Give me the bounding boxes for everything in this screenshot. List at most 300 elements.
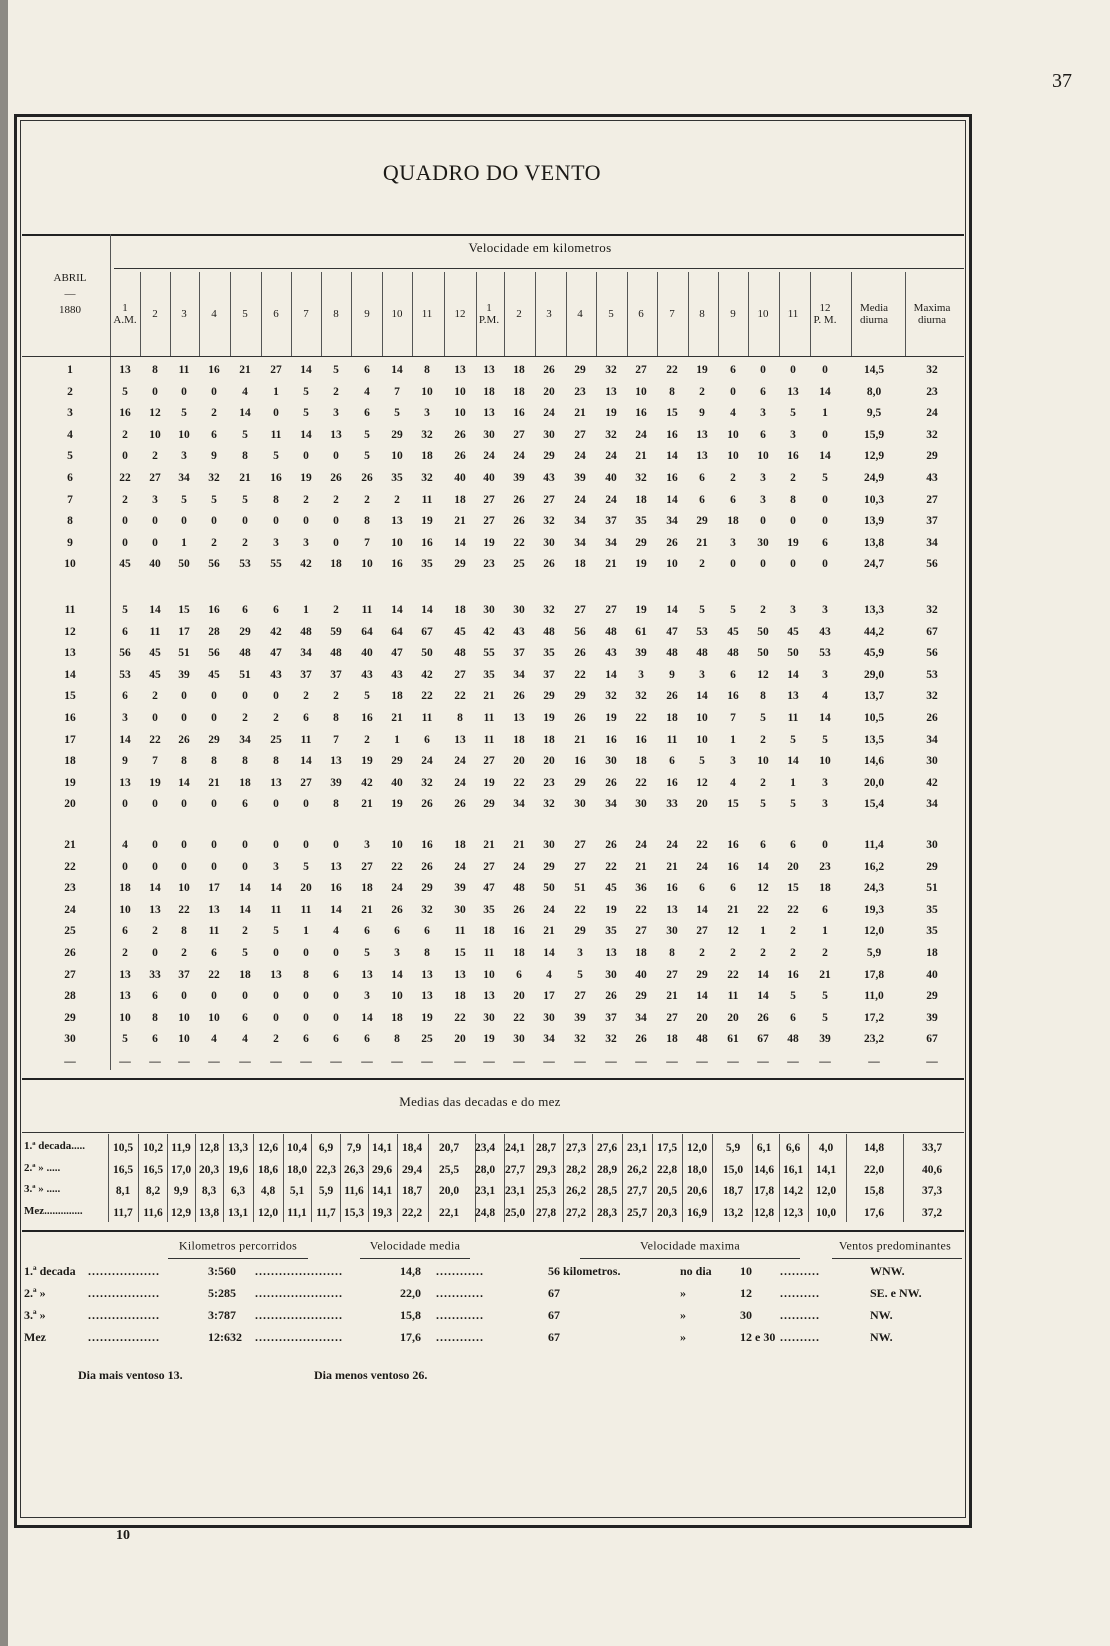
hourly-value: 18: [483, 385, 495, 398]
hourly-value: 6: [790, 839, 796, 851]
column-dash: —: [270, 1056, 282, 1068]
hourly-value: 36: [635, 882, 647, 895]
hourly-value: 34: [605, 536, 617, 549]
hourly-value: 11: [300, 733, 312, 746]
hourly-value: 19: [483, 536, 495, 549]
means-value: 18,0: [686, 1163, 708, 1176]
hourly-value: 37: [178, 968, 190, 981]
hourly-value: 25: [421, 1033, 433, 1046]
hourly-value: 3: [822, 776, 828, 789]
hourly-value: 30: [635, 798, 647, 811]
day-number: 22: [64, 860, 76, 873]
hourly-value: 23: [483, 558, 495, 571]
hourly-value: 18: [239, 776, 251, 789]
hourly-value: 28: [208, 625, 220, 638]
hourly-value: 29: [696, 515, 708, 528]
hourly-value: 0: [122, 536, 128, 549]
hourly-value: 10: [454, 407, 466, 420]
hourly-value: 13: [421, 990, 433, 1003]
hourly-value: 6: [730, 493, 736, 506]
means-daily-max: 40,6: [921, 1163, 943, 1176]
hourly-value: 22: [513, 776, 525, 789]
daily-max: 32: [926, 604, 938, 616]
means-value: 14,6: [753, 1163, 775, 1176]
hourly-value: 0: [273, 839, 279, 851]
hourly-value: 0: [242, 990, 248, 1003]
hourly-value: 67: [421, 625, 433, 638]
hourly-value: 13: [454, 733, 466, 746]
summary-vmax-value: 67: [548, 1286, 560, 1300]
hourly-value: 14: [605, 668, 617, 681]
hourly-value: 11: [454, 925, 466, 938]
column-dash: —: [300, 1056, 312, 1068]
hourly-value: 19: [421, 515, 433, 528]
day-number: 4: [67, 428, 73, 441]
hourly-value: 29: [543, 860, 555, 873]
hourly-value: 0: [181, 712, 187, 724]
hourly-value: 27: [666, 1011, 678, 1024]
means-value: 27,8: [535, 1206, 557, 1219]
hourly-value: 24: [454, 860, 466, 873]
hourly-value: 27: [149, 472, 161, 484]
hourly-value: 2: [303, 493, 309, 506]
hourly-value: 0: [181, 690, 187, 703]
summary-km: 5:285: [208, 1286, 236, 1300]
hourly-value: 11: [421, 712, 433, 724]
hourly-value: 14: [119, 733, 131, 746]
hourly-value: 21: [239, 472, 251, 484]
column-divider: [657, 272, 658, 356]
hourly-value: 24: [635, 428, 647, 441]
hourly-value: 25: [270, 733, 282, 746]
hourly-value: 2: [364, 733, 370, 746]
means-value: 12,0: [815, 1185, 837, 1197]
hourly-value: 34: [239, 733, 251, 746]
hourly-value: 21: [574, 733, 586, 746]
hourly-value: 14: [666, 604, 678, 616]
hourly-value: 18: [483, 925, 495, 938]
hourly-value: 2: [122, 493, 128, 506]
hourly-value: 0: [273, 1011, 279, 1024]
hourly-value: 29: [574, 690, 586, 703]
summary-vento: NW.: [870, 1308, 893, 1322]
daily-max: 18: [926, 947, 938, 959]
hourly-value: 30: [757, 536, 769, 549]
daily-max: 34: [926, 733, 938, 746]
hourly-value: 22: [513, 536, 525, 549]
daily-max: 56: [926, 647, 938, 660]
column-dash: —: [454, 1056, 466, 1068]
hourly-value: 24: [391, 882, 403, 895]
hourly-value: 18: [819, 882, 831, 895]
hourly-value: 16: [513, 925, 525, 938]
daily-mean: 13,8: [863, 536, 885, 549]
summary-vmax-value: 67: [548, 1330, 560, 1344]
hourly-value: 0: [152, 536, 158, 549]
hourly-value: 10: [178, 428, 190, 441]
hourly-value: 32: [605, 690, 617, 703]
day-number: 12: [64, 625, 76, 638]
hourly-value: 11: [270, 428, 282, 441]
hourly-value: 3: [273, 860, 279, 873]
hourly-value: 32: [421, 428, 433, 441]
summary-leader-dots: ..........: [780, 1330, 820, 1344]
hourly-value: 19: [421, 1011, 433, 1024]
day-number: 7: [67, 493, 73, 506]
hour-header: 11: [787, 308, 799, 320]
day-number: 24: [64, 903, 76, 916]
hourly-value: 32: [421, 776, 433, 789]
hourly-value: 5: [273, 925, 279, 938]
hourly-value: 0: [211, 712, 217, 724]
hourly-value: 6: [242, 1011, 248, 1024]
hourly-value: 5: [364, 450, 370, 463]
hourly-value: 22: [635, 712, 647, 724]
hourly-value: 42: [483, 625, 495, 638]
hourly-value: 1: [303, 925, 309, 938]
hourly-value: 50: [757, 647, 769, 660]
column-divider: [291, 272, 292, 356]
hourly-value: 10: [119, 1011, 131, 1024]
hourly-value: 34: [635, 1011, 647, 1024]
hourly-value: 26: [330, 472, 342, 484]
daily-max: 35: [926, 925, 938, 938]
hourly-value: 14: [819, 712, 831, 724]
day-number: 26: [64, 947, 76, 959]
hourly-value: 23: [543, 776, 555, 789]
means-value: 12,8: [198, 1142, 220, 1154]
hourly-value: 1: [822, 407, 828, 420]
hourly-value: 5: [242, 428, 248, 441]
hourly-value: 14: [787, 668, 799, 681]
hourly-value: 64: [361, 625, 373, 638]
hourly-value: 40: [605, 472, 617, 484]
means-daily-mean: 15,8: [863, 1185, 885, 1197]
hourly-value: 6: [699, 493, 705, 506]
means-value: 28,7: [535, 1142, 557, 1154]
hourly-value: 2: [730, 472, 736, 484]
day-number: 29: [64, 1011, 76, 1024]
day-number: 27: [64, 968, 76, 981]
means-value: 19,3: [371, 1206, 393, 1219]
hourly-value: 39: [178, 668, 190, 681]
hourly-value: 11: [149, 625, 161, 638]
hourly-value: 6: [822, 536, 828, 549]
hourly-value: 35: [605, 925, 617, 938]
hourly-value: 1: [181, 536, 187, 549]
hourly-value: 19: [483, 776, 495, 789]
hourly-value: 26: [391, 903, 403, 916]
hourly-value: 27: [513, 428, 525, 441]
hourly-value: 2: [394, 493, 400, 506]
means-column-divider: [682, 1134, 683, 1222]
hourly-value: 39: [513, 472, 525, 484]
daily-mean: 20,0: [863, 776, 885, 789]
hourly-value: 45: [605, 882, 617, 895]
column-divider: [535, 272, 536, 356]
hourly-value: 32: [543, 604, 555, 616]
hourly-value: 37: [300, 668, 312, 681]
hourly-value: 29: [574, 776, 586, 789]
hourly-value: 0: [333, 839, 339, 851]
hourly-value: 9: [211, 450, 217, 463]
hourly-value: 4: [730, 776, 736, 789]
hourly-value: 2: [242, 925, 248, 938]
hourly-value: 2: [333, 385, 339, 398]
hourly-value: 2: [333, 604, 339, 616]
hourly-value: 43: [819, 625, 831, 638]
hourly-value: 18: [421, 450, 433, 463]
hourly-value: 13: [483, 407, 495, 420]
hourly-value: 2: [699, 385, 705, 398]
hourly-value: 14: [666, 450, 678, 463]
hourly-value: 27: [543, 493, 555, 506]
hourly-value: 7: [394, 385, 400, 398]
table-frame-inner: [20, 120, 966, 1518]
hourly-value: 16: [727, 839, 739, 851]
day-number: 9: [67, 536, 73, 549]
hourly-value: 0: [181, 798, 187, 811]
hourly-value: 32: [543, 798, 555, 811]
means-value: 10,0: [815, 1206, 837, 1219]
hourly-value: 43: [543, 472, 555, 484]
hourly-value: 34: [513, 798, 525, 811]
hourly-value: 29: [543, 690, 555, 703]
means-value: 13,2: [722, 1206, 744, 1219]
hourly-value: 3: [790, 604, 796, 616]
hourly-value: 48: [330, 647, 342, 660]
hourly-value: 26: [513, 493, 525, 506]
column-dash: —: [239, 1056, 251, 1068]
daily-max: 29: [926, 860, 938, 873]
daily-max: 40: [926, 968, 938, 981]
hourly-value: 14: [696, 903, 708, 916]
summary-vento: SE. e NW.: [870, 1286, 922, 1300]
hourly-value: 45: [149, 668, 161, 681]
hourly-value: 32: [605, 1033, 617, 1046]
day-number: 20: [64, 798, 76, 811]
hourly-value: 6: [364, 925, 370, 938]
hourly-value: 5: [790, 798, 796, 811]
hourly-value: 5: [822, 733, 828, 746]
means-column-divider: [223, 1134, 224, 1222]
hourly-value: 2: [699, 558, 705, 571]
column-divider: [851, 272, 852, 356]
vmax-header: Velocidade maxima: [639, 1238, 741, 1253]
hourly-value: 21: [543, 925, 555, 938]
hourly-value: 13: [361, 968, 373, 981]
hourly-value: 10: [635, 385, 647, 398]
hourly-value: 18: [635, 493, 647, 506]
hourly-value: 16: [666, 776, 678, 789]
hourly-value: 37: [513, 647, 525, 660]
hourly-value: 30: [483, 428, 495, 441]
hourly-value: 22: [635, 776, 647, 789]
hourly-value: 0: [273, 690, 279, 703]
column-divider: [230, 272, 231, 356]
hourly-value: 19: [635, 558, 647, 571]
daily-max: 26: [926, 712, 938, 724]
means-value: 10,5: [112, 1142, 134, 1154]
hourly-value: 29: [635, 990, 647, 1003]
hourly-value: 6: [516, 968, 522, 981]
daily-mean: 12,0: [863, 925, 885, 938]
hourly-value: 24: [605, 493, 617, 506]
day-number: 17: [64, 733, 76, 746]
hourly-value: 0: [273, 947, 279, 959]
hourly-value: 5: [822, 990, 828, 1003]
means-value: 12,8: [753, 1206, 775, 1219]
hourly-value: 32: [421, 903, 433, 916]
hourly-value: 10: [727, 428, 739, 441]
hourly-value: 6: [273, 604, 279, 616]
means-value: 27,6: [596, 1142, 618, 1154]
hourly-value: 16: [787, 450, 799, 463]
hourly-value: 6: [364, 407, 370, 420]
hourly-value: 12: [149, 407, 161, 420]
day-number: 25: [64, 925, 76, 938]
hourly-value: 10: [149, 428, 161, 441]
hourly-value: 32: [605, 364, 617, 376]
hourly-value: 27: [361, 860, 373, 873]
means-value: 8,3: [201, 1185, 217, 1197]
hourly-value: 21: [361, 798, 373, 811]
hourly-value: 16: [666, 428, 678, 441]
hour-header: 5: [242, 308, 248, 320]
summary-vmax-dia: »: [680, 1286, 686, 1300]
hourly-value: 16: [270, 472, 282, 484]
hourly-value: 10: [696, 733, 708, 746]
hourly-value: 2: [122, 947, 128, 959]
hourly-value: 24: [543, 903, 555, 916]
hourly-value: 15: [787, 882, 799, 895]
summary-row-label: 2.ª »: [24, 1286, 46, 1300]
column-dash: —: [513, 1056, 525, 1068]
hourly-value: 35: [635, 515, 647, 528]
daily-mean: 8,0: [866, 385, 882, 398]
hourly-value: 48: [300, 625, 312, 638]
hourly-value: 29: [635, 536, 647, 549]
means-column-divider: [138, 1134, 139, 1222]
hourly-value: 16: [119, 407, 131, 420]
means-value: 15,0: [722, 1163, 744, 1176]
hourly-value: 0: [303, 450, 309, 463]
hourly-value: 2: [242, 536, 248, 549]
hourly-value: 30: [543, 839, 555, 851]
hourly-value: 16: [208, 364, 220, 376]
hourly-value: 21: [483, 690, 495, 703]
column-divider: [170, 272, 171, 356]
hourly-value: 0: [303, 947, 309, 959]
hourly-value: 11: [483, 733, 495, 746]
summary-row-label: Mez: [24, 1330, 46, 1344]
hourly-value: 21: [605, 558, 617, 571]
hour-header: 9: [730, 308, 736, 320]
hourly-value: 26: [543, 558, 555, 571]
hourly-value: 48: [543, 625, 555, 638]
hourly-value: 26: [635, 1033, 647, 1046]
hourly-value: 32: [574, 1033, 586, 1046]
means-value: 27,3: [565, 1142, 587, 1154]
means-value: 24,1: [504, 1142, 526, 1154]
daily-mean: 12,9: [863, 450, 885, 463]
hourly-value: 5: [122, 385, 128, 398]
hour-header: 2: [152, 308, 158, 320]
hourly-value: 1: [303, 604, 309, 616]
hourly-value: 27: [666, 968, 678, 981]
hourly-value: 25: [513, 558, 525, 571]
hourly-value: 45: [208, 668, 220, 681]
means-column-divider: [283, 1134, 284, 1222]
means-daily-max: 37,3: [921, 1185, 943, 1197]
hourly-value: 29: [421, 882, 433, 895]
means-value: 15,3: [343, 1206, 365, 1219]
hourly-value: 0: [333, 990, 339, 1003]
means-column-divider: [903, 1134, 904, 1222]
hourly-value: 51: [239, 668, 251, 681]
means-value: 28,5: [596, 1185, 618, 1197]
hourly-value: 34: [513, 668, 525, 681]
hourly-value: 22: [574, 903, 586, 916]
hourly-value: 10: [391, 536, 403, 549]
hourly-value: 16: [635, 407, 647, 420]
hourly-value: 0: [211, 990, 217, 1003]
daily-mean: 13,5: [863, 733, 885, 746]
summary-vmax-day: 30: [740, 1308, 752, 1322]
hourly-value: 10: [483, 968, 495, 981]
hourly-value: 14: [149, 604, 161, 616]
hourly-value: 18: [513, 947, 525, 959]
hourly-value: 3: [699, 668, 705, 681]
means-value: 22,8: [656, 1163, 678, 1176]
means-value: 27,7: [504, 1163, 526, 1176]
hourly-value: 50: [757, 625, 769, 638]
hourly-value: 10: [454, 385, 466, 398]
hourly-value: 8: [394, 1033, 400, 1046]
hourly-value: 2: [303, 690, 309, 703]
hourly-value: 24: [574, 450, 586, 463]
hourly-value: 11: [727, 990, 739, 1003]
hourly-value: 8: [242, 755, 248, 768]
means-value: 9,9: [173, 1185, 189, 1197]
hourly-value: 24: [454, 755, 466, 768]
means-value: 18,0: [286, 1163, 308, 1176]
means-value: 14,2: [782, 1185, 804, 1197]
hourly-value: 20: [787, 860, 799, 873]
hourly-value: 21: [483, 839, 495, 851]
hourly-value: 2: [760, 776, 766, 789]
hourly-value: 13: [483, 364, 495, 376]
header-bottom-line: [22, 356, 964, 357]
hourly-value: 2: [181, 947, 187, 959]
means-column-divider: [533, 1134, 534, 1222]
means-column-divider: [563, 1134, 564, 1222]
column-dash: —: [926, 1056, 938, 1068]
daily-max: 30: [926, 755, 938, 768]
hourly-value: 56: [119, 647, 131, 660]
hourly-value: 2: [760, 604, 766, 616]
means-value: 14,1: [815, 1163, 837, 1176]
hourly-value: 20: [513, 755, 525, 768]
hourly-value: 17: [178, 625, 190, 638]
hourly-value: 43: [361, 668, 373, 681]
hourly-value: 13: [149, 903, 161, 916]
hourly-value: 4: [546, 968, 552, 981]
hourly-value: 2: [152, 450, 158, 463]
hourly-value: 15: [666, 407, 678, 420]
hourly-value: 6: [669, 755, 675, 768]
hourly-value: 4: [730, 407, 736, 420]
